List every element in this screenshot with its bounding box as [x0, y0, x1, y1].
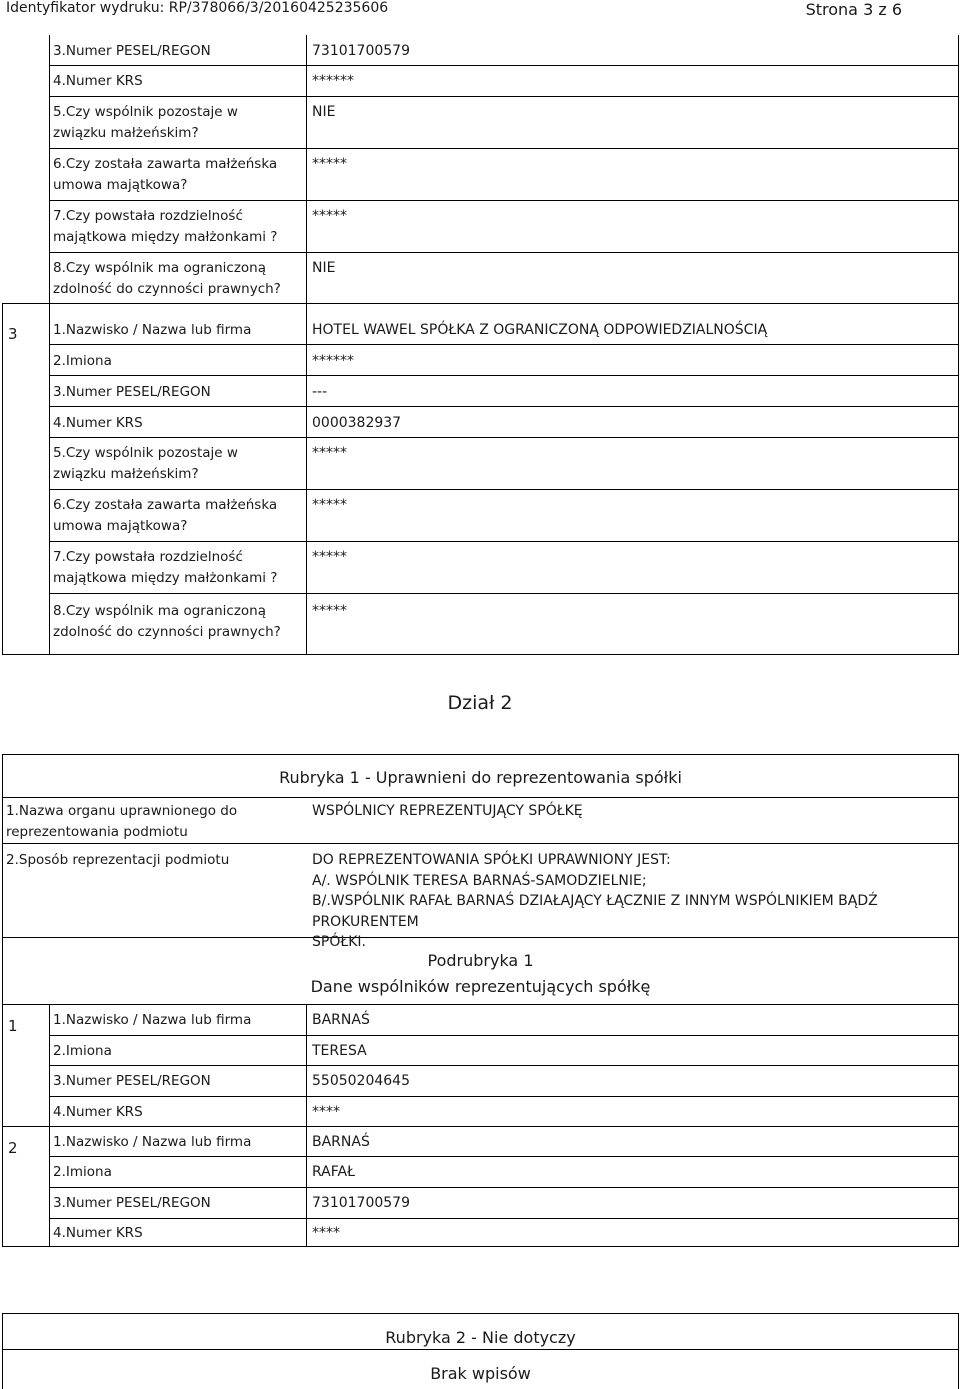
- field-label: 8.Czy wspólnik ma ograniczoną zdolność do czynności prawnych?: [53, 603, 281, 640]
- table-row: [50, 1219, 958, 1246]
- table-row: [50, 149, 958, 201]
- table-row: [50, 97, 958, 149]
- table-row: [50, 376, 958, 407]
- organ-label: 1.Nazwa organu uprawnionego do reprezentowania podmiotu: [6, 803, 238, 840]
- field-value: HOTEL WAWEL SPÓŁKA Z OGRANICZONĄ ODPOWIEDZIALNOŚCIĄ: [312, 322, 768, 338]
- table-row: [50, 253, 958, 303]
- rubryka-2: [2, 1313, 959, 1389]
- field-value: *****: [312, 549, 347, 565]
- field-label: 3.Numer PESEL/REGON: [53, 1073, 211, 1089]
- table-row: [50, 1097, 958, 1126]
- field-label: 6.Czy została zawarta małżeńska umowa majątkowa?: [53, 156, 278, 193]
- field-label: 4.Numer KRS: [53, 1225, 143, 1241]
- field-value: 73101700579: [312, 43, 410, 59]
- partner-number: 1: [8, 1017, 18, 1035]
- field-value: TERESA: [312, 1043, 367, 1059]
- field-label: 2.Imiona: [53, 1164, 112, 1180]
- table-row: [50, 1188, 958, 1219]
- table-row: [50, 66, 958, 97]
- method-line: B/.WSPÓLNIK RAFAŁ BARNAŚ DZIAŁAJĄCY ŁĄCZNIE Z INNYM WSPÓLNIKIEM BĄDŹ PROKURENTEM: [312, 893, 878, 930]
- table-row: [50, 304, 958, 345]
- field-label: 4.Numer KRS: [53, 1104, 143, 1120]
- page-number: Strona 3 z 6: [805, 0, 902, 19]
- section-title: Dział 2: [447, 692, 513, 714]
- field-label: 3.Numer PESEL/REGON: [53, 43, 211, 59]
- field-label: 7.Czy powstała rozdzielność majątkowa między małżonkami ?: [53, 208, 278, 245]
- field-value: BARNAŚ: [312, 1012, 370, 1028]
- table-row: [50, 1005, 958, 1036]
- method-label: 2.Sposób reprezentacji podmiotu: [6, 852, 230, 868]
- print-identifier: Identyfikator wydruku: RP/378066/3/20160425235606: [6, 0, 389, 16]
- field-label: 2.Imiona: [53, 353, 112, 369]
- field-label: 6.Czy została zawarta małżeńska umowa majątkowa?: [53, 497, 278, 534]
- rubryka-title: Rubryka 1 - Uprawnieni do reprezentowania spółki: [279, 768, 682, 787]
- field-label: 1.Nazwisko / Nazwa lub firma: [53, 1012, 252, 1028]
- table-row: [50, 1127, 958, 1157]
- field-label: 1.Nazwisko / Nazwa lub firma: [53, 1134, 252, 1150]
- rubryka-title: Rubryka 2 - Nie dotyczy: [385, 1328, 576, 1347]
- field-value: ******: [312, 73, 354, 89]
- partner-block-continued: [49, 35, 959, 304]
- table-row: [50, 490, 958, 542]
- field-label: 7.Czy powstała rozdzielność majątkowa między małżonkami ?: [53, 549, 278, 586]
- field-label: 4.Numer KRS: [53, 73, 143, 89]
- field-value: *****: [312, 497, 347, 513]
- field-label: 5.Czy wspólnik pozostaje w związku małżeńskim?: [53, 104, 238, 141]
- subrubryka-title: Podrubryka 1: [427, 951, 534, 970]
- field-label: 8.Czy wspólnik ma ograniczoną zdolność do czynności prawnych?: [53, 260, 281, 297]
- field-label: 5.Czy wspólnik pozostaje w związku małżeńskim?: [53, 445, 238, 482]
- field-value: BARNAŚ: [312, 1134, 370, 1150]
- empty-entries: Brak wpisów: [430, 1364, 531, 1383]
- organ-value: WSPÓLNICY REPREZENTUJĄCY SPÓŁKĘ: [312, 803, 583, 819]
- field-value: *****: [312, 603, 347, 619]
- table-row: [50, 407, 958, 438]
- page-header: [0, 0, 960, 22]
- method-line: A/. WSPÓLNIK TERESA BARNAŚ-SAMODZIELNIE;: [312, 872, 647, 889]
- field-value: RAFAŁ: [312, 1164, 355, 1180]
- table-row: [50, 594, 958, 654]
- table-row: [3, 844, 958, 950]
- field-label: 1.Nazwisko / Nazwa lub firma: [53, 322, 252, 338]
- method-line: SPÓŁKI.: [312, 934, 366, 950]
- field-value: NIE: [312, 104, 336, 120]
- field-label: 4.Numer KRS: [53, 415, 143, 431]
- field-value: ****: [312, 1104, 340, 1120]
- field-value: *****: [312, 156, 347, 172]
- table-row: [50, 1157, 958, 1188]
- field-value: ****: [312, 1225, 340, 1241]
- partner-block-3: [2, 303, 959, 655]
- field-value: ---: [312, 384, 328, 400]
- partner-number: 3: [8, 325, 18, 343]
- table-row: [50, 1036, 958, 1066]
- field-value: ******: [312, 353, 354, 369]
- table-row: [3, 797, 958, 844]
- field-label: 3.Numer PESEL/REGON: [53, 384, 211, 400]
- field-value: 0000382937: [312, 415, 402, 431]
- method-line: DO REPREZENTOWANIA SPÓŁKI UPRAWNIONY JEST:: [312, 852, 671, 868]
- partner-2: [3, 1127, 958, 1246]
- method-value: [312, 850, 952, 953]
- table-row: [50, 1066, 958, 1097]
- partner-1: [3, 1005, 958, 1127]
- partner-number: 2: [8, 1139, 18, 1157]
- table-row: [50, 35, 958, 66]
- field-value: 55050204645: [312, 1073, 410, 1089]
- field-value: *****: [312, 445, 347, 461]
- table-row: [50, 438, 958, 490]
- field-value: NIE: [312, 260, 336, 276]
- partners-table: [3, 1004, 958, 1246]
- table-row: [50, 542, 958, 594]
- table-row: [50, 201, 958, 253]
- field-value: *****: [312, 208, 347, 224]
- table-row: [50, 345, 958, 376]
- field-label: 3.Numer PESEL/REGON: [53, 1195, 211, 1211]
- subrubryka-subtitle: Dane wspólników reprezentujących spółkę: [310, 977, 651, 996]
- field-value: 73101700579: [312, 1195, 410, 1211]
- field-label: 2.Imiona: [53, 1043, 112, 1059]
- rubryka-1: [2, 754, 959, 1247]
